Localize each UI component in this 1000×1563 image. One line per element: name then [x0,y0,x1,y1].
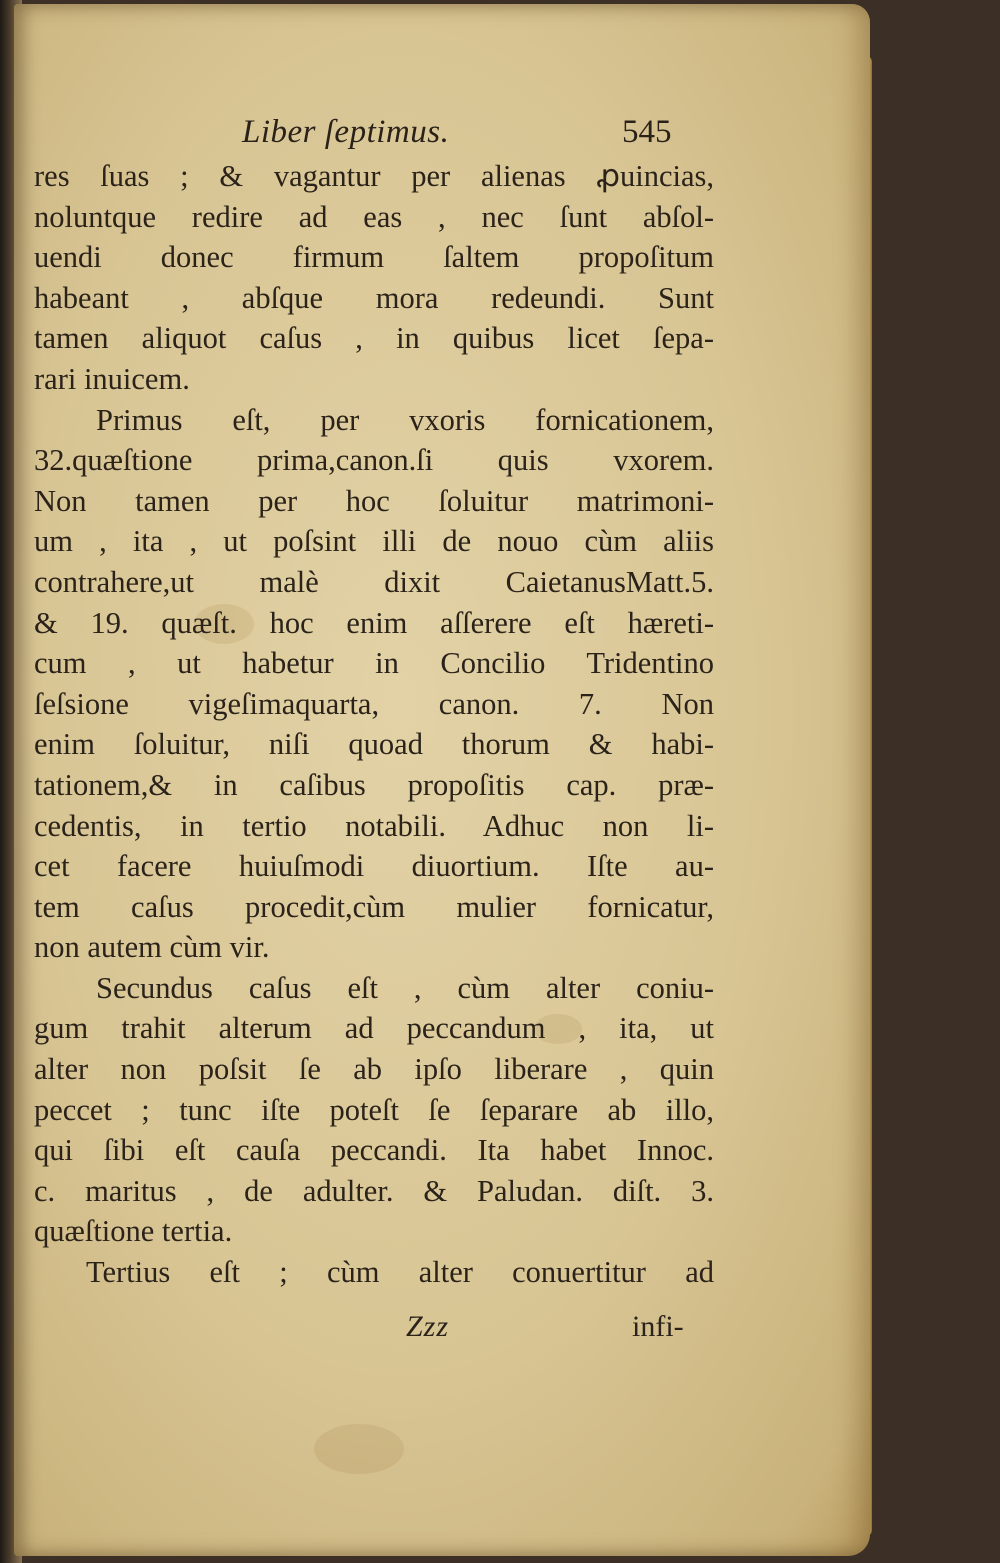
paper-stain [314,1424,404,1474]
text-line: gum trahit alterum ad peccandum , ita, ut [34,1011,714,1046]
paragraph-start-line: Primus eſt, per vxoris fornicationem, [96,402,714,437]
text-line: peccet ; tunc iſte poteſt ſe ſeparare ab illo, [34,1092,714,1127]
text-line: habeant , abſque mora redeundi. Sunt [34,280,714,315]
paragraph-start-line: Tertius eſt ; cùm alter conuertitur ad [86,1255,714,1290]
text-line: Non tamen per hoc ſoluitur matrimoni- [34,483,714,518]
text-line: res ſuas ; & vagantur per alienas ꝓuincias, [34,159,714,193]
text-line: contrahere,ut malè dixit CaietanusMatt.5. [34,564,714,599]
page-footer [14,1310,870,1350]
page-header [14,114,870,154]
text-line: cet facere huiuſmodi diuortium. Iſte au- [34,849,714,884]
text-line: tationem,& in caſibus propoſitis cap. præ- [34,767,714,802]
text-line: cedentis, in tertio notabili. Adhuc non li- [34,808,714,843]
text-line: alter non poſsit ſe ab ipſo liberare , quin [34,1052,714,1087]
text-line: & 19. quæſt. hoc enim aſſerere eſt hæreti- [34,605,714,640]
text-line: tamen aliquot caſus , in quibus licet ſepa- [34,321,714,356]
paragraph-start-line: Secundus caſus eſt , cùm alter coniu- [96,970,714,1005]
text-line: ſeſsione vigeſimaquarta, canon. 7. Non [34,686,714,721]
text-line: enim ſoluitur, niſi quoad thorum & habi- [34,727,714,762]
signature-mark: Zzz [406,1310,450,1343]
catchword: infi- [632,1310,684,1343]
paragraph-end-line: non autem cùm vir. [34,930,270,965]
book-page [14,4,870,1556]
text-line: c. maritus , de adulter. & Paludan. diſt. 3. [34,1173,714,1208]
running-head: Liber ſeptimus. [242,114,450,150]
text-line: qui ſibi eſt cauſa peccandi. Ita habet Innoc. [34,1133,714,1168]
text-line: tem caſus procedit,cùm mulier fornicatur, [34,889,714,924]
paragraph-end-line: quæſtione tertia. [34,1214,233,1249]
text-line: uendi donec firmum ſaltem propoſitum [34,240,714,275]
text-block [34,156,714,1293]
page-number: 545 [622,114,672,150]
text-line: um , ita , ut poſsint illi de nouo cùm aliis [34,524,714,559]
text-line: cum , ut habetur in Concilio Tridentino [34,646,714,681]
text-line: 32.quæſtione prima,canon.ſi quis vxorem. [34,443,714,478]
text-line: noluntque redire ad eas , nec ſunt abſol- [34,199,714,234]
paragraph-end-line: rari inuicem. [34,361,190,396]
